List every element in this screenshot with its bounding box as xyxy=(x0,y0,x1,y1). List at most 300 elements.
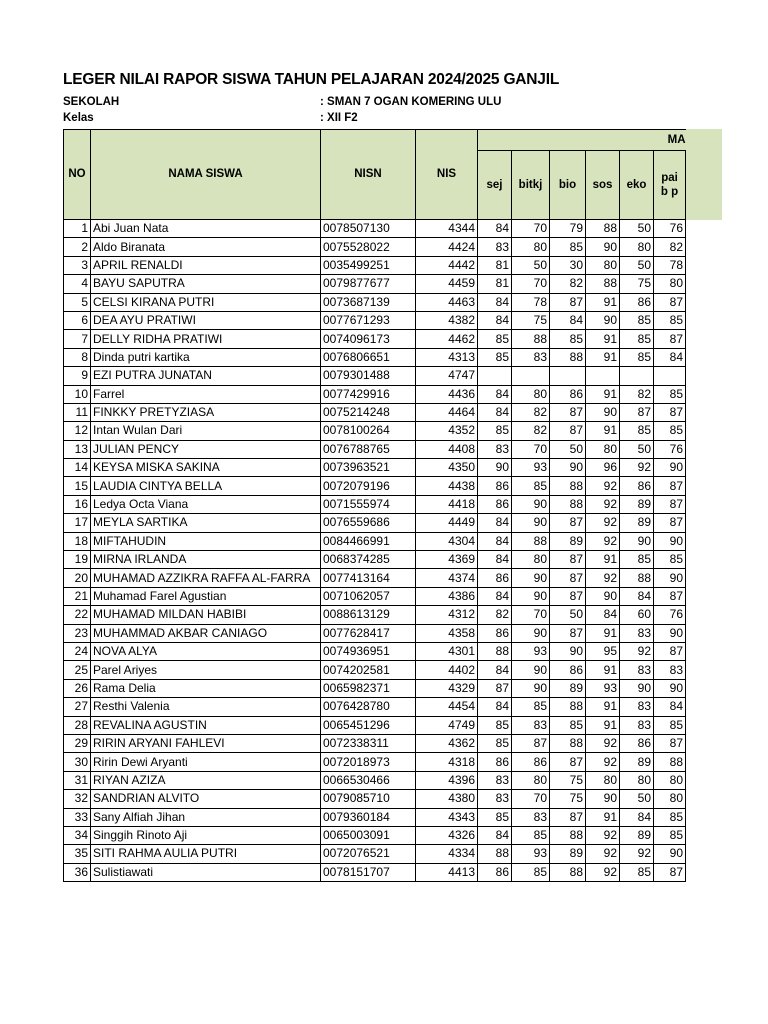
student-nisn: 0073963521 xyxy=(321,459,416,477)
col-header-subject: eko xyxy=(620,151,654,220)
score-cell: 90 xyxy=(512,661,550,679)
score-cell: 91 xyxy=(586,293,620,311)
score-cell: 88 xyxy=(550,698,586,716)
grades-table xyxy=(63,129,686,882)
table-row xyxy=(64,440,686,458)
row-number: 27 xyxy=(64,698,91,716)
student-name: REVALINA AGUSTIN xyxy=(91,716,321,734)
row-number: 13 xyxy=(64,440,91,458)
score-cell: 50 xyxy=(620,790,654,808)
score-cell: 85 xyxy=(620,863,654,881)
score-cell: 87 xyxy=(654,477,686,495)
score-cell: 80 xyxy=(586,440,620,458)
student-name: Ledya Octa Viana xyxy=(91,495,321,513)
student-name: Singgih Rinoto Aji xyxy=(91,826,321,844)
score-cell: 90 xyxy=(512,514,550,532)
student-name: CELSI KIRANA PUTRI xyxy=(91,293,321,311)
score-cell: 84 xyxy=(478,403,512,421)
student-nisn: 0072079196 xyxy=(321,477,416,495)
score-cell: 82 xyxy=(550,275,586,293)
student-nis: 4459 xyxy=(416,275,478,293)
score-cell: 92 xyxy=(586,477,620,495)
score-cell: 92 xyxy=(620,845,654,863)
student-name: Ririn Dewi Aryanti xyxy=(91,753,321,771)
score-cell: 89 xyxy=(620,753,654,771)
score-cell: 80 xyxy=(586,771,620,789)
student-nis: 4334 xyxy=(416,845,478,863)
row-number: 24 xyxy=(64,642,91,660)
score-cell: 70 xyxy=(512,790,550,808)
table-row xyxy=(64,551,686,569)
score-cell: 88 xyxy=(550,477,586,495)
row-number: 21 xyxy=(64,587,91,605)
score-cell: 89 xyxy=(550,679,586,697)
student-nisn: 0079877677 xyxy=(321,275,416,293)
score-cell: 92 xyxy=(586,569,620,587)
row-number: 20 xyxy=(64,569,91,587)
score-cell: 84 xyxy=(654,348,686,366)
student-nisn: 0076559686 xyxy=(321,514,416,532)
score-cell: 85 xyxy=(512,826,550,844)
score-cell: 76 xyxy=(654,220,686,238)
student-nisn: 0073687139 xyxy=(321,293,416,311)
score-cell: 84 xyxy=(478,698,512,716)
student-nisn: 0065982371 xyxy=(321,679,416,697)
table-row xyxy=(64,845,686,863)
score-cell: 90 xyxy=(654,679,686,697)
score-cell: 91 xyxy=(586,330,620,348)
score-cell: 82 xyxy=(620,385,654,403)
student-nisn: 0084466991 xyxy=(321,532,416,550)
student-name: NOVA ALYA xyxy=(91,642,321,660)
col-header-subject: paib p xyxy=(654,151,686,220)
student-nisn: 0078151707 xyxy=(321,863,416,881)
score-cell: 86 xyxy=(620,734,654,752)
score-cell: 87 xyxy=(550,753,586,771)
score-cell: 81 xyxy=(478,256,512,274)
table-row xyxy=(64,716,686,734)
page-title: LEGER NILAI RAPOR SISWA TAHUN PELAJARAN 2024/2025 GANJIL xyxy=(63,71,560,88)
score-cell: 90 xyxy=(586,403,620,421)
student-nis: 4386 xyxy=(416,587,478,605)
score-cell: 92 xyxy=(586,532,620,550)
student-name: Rama Delia xyxy=(91,679,321,697)
student-name: MUHAMAD AZZIKRA RAFFA AL-FARRA xyxy=(91,569,321,587)
score-cell: 80 xyxy=(654,771,686,789)
score-cell: 92 xyxy=(620,642,654,660)
student-name: Aldo Biranata xyxy=(91,238,321,256)
row-number: 26 xyxy=(64,679,91,697)
score-cell: 85 xyxy=(654,422,686,440)
score-cell: 87 xyxy=(512,734,550,752)
student-nis: 4344 xyxy=(416,220,478,238)
score-cell: 82 xyxy=(654,238,686,256)
score-cell: 90 xyxy=(586,587,620,605)
score-cell: 85 xyxy=(654,385,686,403)
student-nis: 4343 xyxy=(416,808,478,826)
score-cell: 87 xyxy=(654,734,686,752)
col-header-nisn: NISN xyxy=(321,130,416,220)
score-cell: 87 xyxy=(654,293,686,311)
score-cell: 82 xyxy=(478,606,512,624)
student-nisn: 0072018973 xyxy=(321,753,416,771)
score-cell: 88 xyxy=(550,348,586,366)
score-cell: 87 xyxy=(550,422,586,440)
row-number: 9 xyxy=(64,367,91,385)
score-cell: 87 xyxy=(654,495,686,513)
score-cell: 50 xyxy=(550,440,586,458)
score-cell: 84 xyxy=(478,311,512,329)
score-cell: 80 xyxy=(512,551,550,569)
student-name: APRIL RENALDI xyxy=(91,256,321,274)
score-cell: 83 xyxy=(478,771,512,789)
score-cell: 85 xyxy=(654,311,686,329)
score-cell: 86 xyxy=(550,661,586,679)
score-cell: 90 xyxy=(512,624,550,642)
student-nis: 4304 xyxy=(416,532,478,550)
score-cell: 30 xyxy=(550,256,586,274)
score-cell: 86 xyxy=(620,477,654,495)
score-cell: 76 xyxy=(654,440,686,458)
row-number: 34 xyxy=(64,826,91,844)
student-nisn: 0076788765 xyxy=(321,440,416,458)
row-number: 17 xyxy=(64,514,91,532)
student-nis: 4352 xyxy=(416,422,478,440)
score-cell: 82 xyxy=(512,403,550,421)
student-name: Abi Juan Nata xyxy=(91,220,321,238)
score-cell: 85 xyxy=(620,422,654,440)
table-row xyxy=(64,753,686,771)
score-cell: 90 xyxy=(512,495,550,513)
score-cell: 88 xyxy=(478,642,512,660)
student-name: Sany Alfiah Jihan xyxy=(91,808,321,826)
score-cell: 83 xyxy=(620,716,654,734)
table-row xyxy=(64,642,686,660)
score-cell: 90 xyxy=(478,459,512,477)
table-row xyxy=(64,348,686,366)
score-cell: 85 xyxy=(654,551,686,569)
student-nis: 4413 xyxy=(416,863,478,881)
table-row xyxy=(64,532,686,550)
table-row xyxy=(64,385,686,403)
score-cell: 91 xyxy=(586,551,620,569)
score-cell: 95 xyxy=(586,642,620,660)
student-name: DELLY RIDHA PRATIWI xyxy=(91,330,321,348)
score-cell: 91 xyxy=(586,624,620,642)
row-number: 30 xyxy=(64,753,91,771)
student-nis: 4402 xyxy=(416,661,478,679)
student-name: DEA AYU PRATIWI xyxy=(91,311,321,329)
student-name: SITI RAHMA AULIA PUTRI xyxy=(91,845,321,863)
score-cell: 89 xyxy=(620,514,654,532)
score-cell: 88 xyxy=(620,569,654,587)
score-cell: 75 xyxy=(550,790,586,808)
row-number: 3 xyxy=(64,256,91,274)
row-number: 19 xyxy=(64,551,91,569)
score-cell: 92 xyxy=(586,734,620,752)
table-header xyxy=(64,130,686,220)
row-number: 5 xyxy=(64,293,91,311)
score-cell: 87 xyxy=(550,587,586,605)
score-cell: 86 xyxy=(478,495,512,513)
score-cell: 85 xyxy=(620,348,654,366)
score-cell: 88 xyxy=(550,826,586,844)
table-row xyxy=(64,661,686,679)
score-cell: 87 xyxy=(550,293,586,311)
student-nisn: 0074936951 xyxy=(321,642,416,660)
row-number: 35 xyxy=(64,845,91,863)
score-cell: 85 xyxy=(620,551,654,569)
row-number: 29 xyxy=(64,734,91,752)
score-cell: 92 xyxy=(586,845,620,863)
score-cell: 86 xyxy=(512,753,550,771)
score-cell: 85 xyxy=(550,330,586,348)
row-number: 2 xyxy=(64,238,91,256)
student-nis: 4408 xyxy=(416,440,478,458)
student-name: LAUDIA CINTYA BELLA xyxy=(91,477,321,495)
student-nisn: 0075528022 xyxy=(321,238,416,256)
student-nis: 4313 xyxy=(416,348,478,366)
score-cell: 93 xyxy=(512,845,550,863)
score-cell xyxy=(654,367,686,385)
score-cell: 70 xyxy=(512,606,550,624)
score-cell: 50 xyxy=(620,220,654,238)
student-nisn: 0035499251 xyxy=(321,256,416,274)
row-number: 10 xyxy=(64,385,91,403)
table-row xyxy=(64,808,686,826)
score-cell: 80 xyxy=(620,771,654,789)
score-cell: 92 xyxy=(586,863,620,881)
score-cell: 80 xyxy=(654,275,686,293)
score-cell: 78 xyxy=(654,256,686,274)
table-row xyxy=(64,606,686,624)
score-cell: 90 xyxy=(550,459,586,477)
col-header-nis: NIS xyxy=(416,130,478,220)
score-cell: 84 xyxy=(550,311,586,329)
table-row xyxy=(64,238,686,256)
student-name: RIRIN ARYANI FAHLEVI xyxy=(91,734,321,752)
table-row xyxy=(64,422,686,440)
student-nis: 4312 xyxy=(416,606,478,624)
col-header-name: NAMA SISWA xyxy=(91,130,321,220)
score-cell: 87 xyxy=(478,679,512,697)
student-nis: 4442 xyxy=(416,256,478,274)
score-cell: 90 xyxy=(654,532,686,550)
score-cell: 78 xyxy=(512,293,550,311)
score-cell: 90 xyxy=(654,845,686,863)
student-nis: 4449 xyxy=(416,514,478,532)
row-number: 4 xyxy=(64,275,91,293)
student-nis: 4436 xyxy=(416,385,478,403)
score-cell: 85 xyxy=(654,716,686,734)
student-nisn: 0068374285 xyxy=(321,551,416,569)
table-row xyxy=(64,698,686,716)
score-cell: 86 xyxy=(478,624,512,642)
score-cell: 93 xyxy=(512,642,550,660)
score-cell: 80 xyxy=(586,256,620,274)
score-cell: 90 xyxy=(586,238,620,256)
score-cell: 83 xyxy=(620,698,654,716)
table-row xyxy=(64,311,686,329)
score-cell: 88 xyxy=(586,220,620,238)
score-cell: 85 xyxy=(654,808,686,826)
student-nisn: 0074202581 xyxy=(321,661,416,679)
score-cell: 81 xyxy=(478,275,512,293)
class-label: Kelas xyxy=(63,112,94,124)
score-cell: 90 xyxy=(512,569,550,587)
student-nisn: 0072076521 xyxy=(321,845,416,863)
score-cell: 84 xyxy=(620,587,654,605)
score-cell: 85 xyxy=(550,238,586,256)
student-nisn: 0076806651 xyxy=(321,348,416,366)
school-label: SEKOLAH xyxy=(63,96,120,108)
student-nis: 4462 xyxy=(416,330,478,348)
student-nis: 4318 xyxy=(416,753,478,771)
student-name: JULIAN PENCY xyxy=(91,440,321,458)
table-row xyxy=(64,569,686,587)
student-nis: 4362 xyxy=(416,734,478,752)
score-cell: 91 xyxy=(586,422,620,440)
score-cell xyxy=(550,367,586,385)
score-cell: 86 xyxy=(620,293,654,311)
score-cell: 87 xyxy=(654,863,686,881)
score-cell: 87 xyxy=(550,569,586,587)
score-cell: 84 xyxy=(586,606,620,624)
score-cell: 80 xyxy=(654,790,686,808)
score-cell: 90 xyxy=(586,311,620,329)
row-number: 23 xyxy=(64,624,91,642)
score-cell: 85 xyxy=(478,716,512,734)
row-number: 36 xyxy=(64,863,91,881)
score-cell: 87 xyxy=(620,403,654,421)
score-cell: 92 xyxy=(586,495,620,513)
score-cell: 87 xyxy=(550,514,586,532)
score-cell: 70 xyxy=(512,220,550,238)
score-cell: 50 xyxy=(620,256,654,274)
score-cell: 83 xyxy=(512,808,550,826)
score-cell: 84 xyxy=(478,826,512,844)
score-cell xyxy=(620,367,654,385)
score-cell: 83 xyxy=(620,624,654,642)
score-cell: 86 xyxy=(478,753,512,771)
score-cell: 84 xyxy=(654,698,686,716)
score-cell: 87 xyxy=(654,587,686,605)
student-name: MUHAMAD MILDAN HABIBI xyxy=(91,606,321,624)
row-number: 32 xyxy=(64,790,91,808)
col-header-subject: bio xyxy=(550,151,586,220)
row-number: 11 xyxy=(64,403,91,421)
table-row xyxy=(64,367,686,385)
score-cell: 85 xyxy=(620,311,654,329)
score-cell: 75 xyxy=(512,311,550,329)
score-cell: 87 xyxy=(550,808,586,826)
row-number: 6 xyxy=(64,311,91,329)
row-number: 31 xyxy=(64,771,91,789)
student-nisn: 0075214248 xyxy=(321,403,416,421)
score-cell: 84 xyxy=(478,587,512,605)
student-nisn: 0077628417 xyxy=(321,624,416,642)
student-nisn: 0071555974 xyxy=(321,495,416,513)
student-nis: 4380 xyxy=(416,790,478,808)
table-row xyxy=(64,734,686,752)
score-cell: 83 xyxy=(478,790,512,808)
student-nisn: 0071062057 xyxy=(321,587,416,605)
table-row xyxy=(64,403,686,421)
table-row xyxy=(64,863,686,881)
col-header-subject: sos xyxy=(586,151,620,220)
score-cell: 91 xyxy=(586,716,620,734)
score-cell: 91 xyxy=(586,385,620,403)
score-cell: 85 xyxy=(478,734,512,752)
score-cell: 88 xyxy=(512,532,550,550)
student-nisn: 0066530466 xyxy=(321,771,416,789)
score-cell: 91 xyxy=(586,698,620,716)
score-cell: 90 xyxy=(654,569,686,587)
student-name: MUHAMMAD AKBAR CANIAGO xyxy=(91,624,321,642)
student-name: Dinda putri kartika xyxy=(91,348,321,366)
table-row xyxy=(64,826,686,844)
score-cell: 76 xyxy=(654,606,686,624)
student-name: Muhamad Farel Agustian xyxy=(91,587,321,605)
student-nis: 4301 xyxy=(416,642,478,660)
score-cell: 79 xyxy=(550,220,586,238)
score-cell: 85 xyxy=(478,348,512,366)
school-value: : SMAN 7 OGAN KOMERING ULU xyxy=(320,96,502,108)
score-cell: 83 xyxy=(478,238,512,256)
score-cell: 85 xyxy=(478,422,512,440)
score-cell: 87 xyxy=(550,624,586,642)
student-nisn: 0076428780 xyxy=(321,698,416,716)
student-nis: 4418 xyxy=(416,495,478,513)
subject-group-header: MA xyxy=(478,130,686,151)
student-nis: 4424 xyxy=(416,238,478,256)
student-nisn: 0088613129 xyxy=(321,606,416,624)
score-cell: 92 xyxy=(586,826,620,844)
score-cell: 80 xyxy=(512,385,550,403)
student-name: BAYU SAPUTRA xyxy=(91,275,321,293)
row-number: 15 xyxy=(64,477,91,495)
score-cell: 84 xyxy=(478,551,512,569)
table-body xyxy=(64,220,686,882)
score-cell: 84 xyxy=(478,220,512,238)
table-row xyxy=(64,256,686,274)
score-cell: 88 xyxy=(586,275,620,293)
row-number: 18 xyxy=(64,532,91,550)
score-cell: 92 xyxy=(586,753,620,771)
score-cell: 70 xyxy=(512,440,550,458)
student-nis: 4374 xyxy=(416,569,478,587)
row-number: 7 xyxy=(64,330,91,348)
student-nis: 4463 xyxy=(416,293,478,311)
row-number: 14 xyxy=(64,459,91,477)
score-cell: 50 xyxy=(512,256,550,274)
score-cell: 91 xyxy=(586,661,620,679)
score-cell: 83 xyxy=(620,661,654,679)
score-cell: 87 xyxy=(654,642,686,660)
table-row xyxy=(64,679,686,697)
col-header-subject: bitkj xyxy=(512,151,550,220)
student-nisn: 0077671293 xyxy=(321,311,416,329)
score-cell: 80 xyxy=(512,238,550,256)
score-cell: 90 xyxy=(512,679,550,697)
student-nis: 4350 xyxy=(416,459,478,477)
student-nisn: 0074096173 xyxy=(321,330,416,348)
table-row xyxy=(64,587,686,605)
student-name: Parel Ariyes xyxy=(91,661,321,679)
score-cell: 87 xyxy=(550,551,586,569)
score-cell: 85 xyxy=(512,477,550,495)
score-cell: 84 xyxy=(478,385,512,403)
